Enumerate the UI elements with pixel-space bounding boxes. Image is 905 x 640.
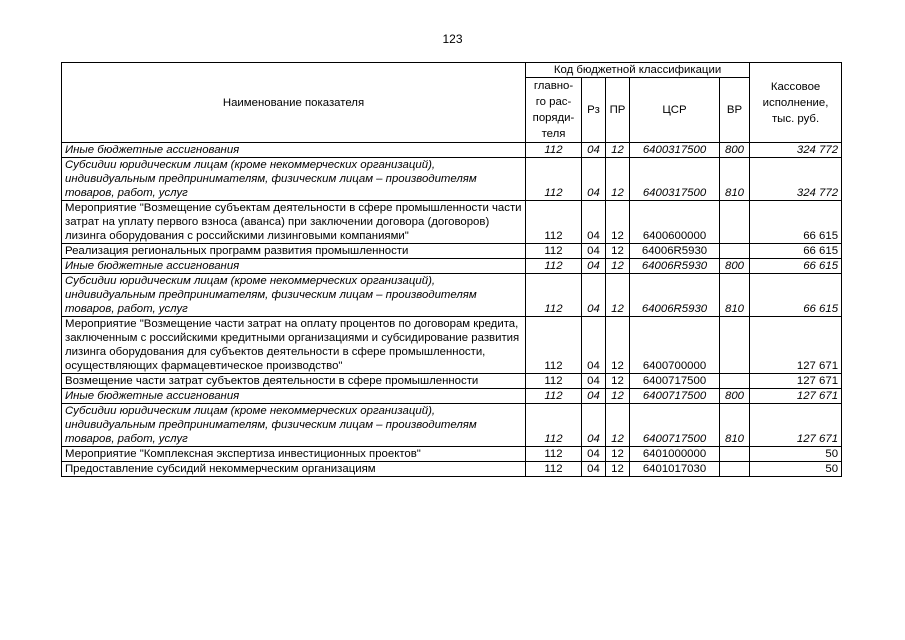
cell-rz: 04 xyxy=(582,158,606,201)
cell-glav: 112 xyxy=(526,404,582,447)
cell-csr: 6400717500 xyxy=(630,404,720,447)
header-glav-line: го рас- xyxy=(535,96,572,108)
cell-rz: 04 xyxy=(582,143,606,158)
cell-vr: 800 xyxy=(720,143,750,158)
cell-amount: 127 671 xyxy=(750,404,842,447)
header-amount-line: исполнение, xyxy=(762,96,829,109)
cell-pr: 12 xyxy=(606,201,630,244)
cell-amount: 324 772 xyxy=(750,143,842,158)
cell-amount: 50 xyxy=(750,462,842,477)
cell-amount: 66 615 xyxy=(750,244,842,259)
header-pr: ПР xyxy=(606,78,630,143)
table-row xyxy=(62,389,842,404)
cell-rz: 04 xyxy=(582,389,606,404)
header-amount-line: Кассовое xyxy=(770,80,821,93)
cell-vr xyxy=(720,462,750,477)
table-row xyxy=(62,201,842,244)
cell-vr xyxy=(720,374,750,389)
page-number: 123 xyxy=(442,32,463,46)
cell-name: Мероприятие "Возмещение субъектам деятельности в сфере промышленности части затрат на уплату первого взноса (аванса) при заключении договора (договоров) лизинга оборудования с российскими лизинговыми компаниями" xyxy=(62,201,526,244)
cell-rz: 04 xyxy=(582,404,606,447)
cell-name: Реализация региональных программ развития промышленности xyxy=(62,244,526,259)
header-rz: Рз xyxy=(582,78,606,143)
cell-csr: 6400317500 xyxy=(630,158,720,201)
cell-name: Мероприятие "Комплексная экспертиза инвестиционных проектов" xyxy=(62,447,526,462)
cell-vr xyxy=(720,244,750,259)
cell-amount: 66 615 xyxy=(750,259,842,274)
cell-vr xyxy=(720,317,750,374)
cell-csr: 6400317500 xyxy=(630,143,720,158)
table-row xyxy=(62,317,842,374)
header-csr: ЦСР xyxy=(630,78,720,143)
cell-name: Субсидии юридическим лицам (кроме некоммерческих организаций), индивидуальным предпринимателям, физическим лицам – производителям товаров, работ, услуг xyxy=(62,274,526,317)
cell-glav: 112 xyxy=(526,274,582,317)
table-row xyxy=(62,374,842,389)
header-amount xyxy=(750,63,842,143)
cell-vr: 810 xyxy=(720,274,750,317)
cell-rz: 04 xyxy=(582,317,606,374)
cell-csr: 6400717500 xyxy=(630,374,720,389)
cell-glav: 112 xyxy=(526,447,582,462)
cell-pr: 12 xyxy=(606,259,630,274)
cell-glav: 112 xyxy=(526,374,582,389)
cell-csr: 6400600000 xyxy=(630,201,720,244)
cell-pr: 12 xyxy=(606,158,630,201)
cell-name: Субсидии юридическим лицам (кроме некоммерческих организаций), индивидуальным предпринимателям, физическим лицам – производителям товаров, работ, услуг xyxy=(62,404,526,447)
header-classification-code: Код бюджетной классификации xyxy=(526,63,750,78)
cell-amount: 127 671 xyxy=(750,317,842,374)
cell-name: Мероприятие "Возмещение части затрат на оплату процентов по договорам кредита, заключенным с российскими кредитными организациями и субсидирование развития лизинга оборудования для субъектов деятельности в сфере промышленности, осуществляющих фармацевтическое производство" xyxy=(62,317,526,374)
cell-vr xyxy=(720,201,750,244)
cell-csr: 64006R5930 xyxy=(630,274,720,317)
cell-glav: 112 xyxy=(526,143,582,158)
header-vr: ВР xyxy=(720,78,750,143)
cell-amount: 127 671 xyxy=(750,389,842,404)
cell-csr: 6400717500 xyxy=(630,389,720,404)
table-body xyxy=(62,143,842,477)
table-row xyxy=(62,244,842,259)
cell-vr xyxy=(720,447,750,462)
cell-rz: 04 xyxy=(582,201,606,244)
cell-pr: 12 xyxy=(606,462,630,477)
cell-csr: 64006R5930 xyxy=(630,244,720,259)
header-glav-line: теля xyxy=(541,128,566,140)
header-amount-line: тыс. руб. xyxy=(771,112,820,125)
cell-csr: 64006R5930 xyxy=(630,259,720,274)
table-row xyxy=(62,274,842,317)
table-row xyxy=(62,259,842,274)
cell-amount: 127 671 xyxy=(750,374,842,389)
cell-glav: 112 xyxy=(526,259,582,274)
cell-rz: 04 xyxy=(582,274,606,317)
header-name: Наименование показателя xyxy=(62,63,526,143)
cell-glav: 112 xyxy=(526,462,582,477)
cell-glav: 112 xyxy=(526,389,582,404)
cell-csr: 6401000000 xyxy=(630,447,720,462)
table-row xyxy=(62,158,842,201)
cell-name: Иные бюджетные ассигнования xyxy=(62,259,526,274)
table-row xyxy=(62,447,842,462)
cell-glav: 112 xyxy=(526,201,582,244)
cell-name: Субсидии юридическим лицам (кроме некоммерческих организаций), индивидуальным предпринимателям, физическим лицам – производителям товаров, работ, услуг xyxy=(62,158,526,201)
cell-pr: 12 xyxy=(606,317,630,374)
cell-pr: 12 xyxy=(606,447,630,462)
cell-vr: 810 xyxy=(720,158,750,201)
cell-glav: 112 xyxy=(526,317,582,374)
cell-pr: 12 xyxy=(606,244,630,259)
cell-name: Иные бюджетные ассигнования xyxy=(62,389,526,404)
header-glav-line: главно- xyxy=(533,80,574,92)
cell-name: Предоставление субсидий некоммерческим организациям xyxy=(62,462,526,477)
header-glav-line: поряди- xyxy=(532,112,575,124)
cell-amount: 324 772 xyxy=(750,158,842,201)
cell-rz: 04 xyxy=(582,259,606,274)
cell-pr: 12 xyxy=(606,374,630,389)
cell-amount: 50 xyxy=(750,447,842,462)
cell-pr: 12 xyxy=(606,274,630,317)
cell-glav: 112 xyxy=(526,158,582,201)
cell-rz: 04 xyxy=(582,244,606,259)
cell-vr: 810 xyxy=(720,404,750,447)
cell-vr: 800 xyxy=(720,389,750,404)
budget-table xyxy=(61,62,842,477)
cell-glav: 112 xyxy=(526,244,582,259)
cell-vr: 800 xyxy=(720,259,750,274)
table-row xyxy=(62,143,842,158)
cell-pr: 12 xyxy=(606,404,630,447)
cell-rz: 04 xyxy=(582,374,606,389)
header-glav xyxy=(526,78,582,143)
cell-csr: 6401017030 xyxy=(630,462,720,477)
cell-name: Возмещение части затрат субъектов деятельности в сфере промышленности xyxy=(62,374,526,389)
cell-amount: 66 615 xyxy=(750,274,842,317)
cell-rz: 04 xyxy=(582,462,606,477)
cell-csr: 6400700000 xyxy=(630,317,720,374)
cell-pr: 12 xyxy=(606,143,630,158)
cell-amount: 66 615 xyxy=(750,201,842,244)
cell-rz: 04 xyxy=(582,447,606,462)
table-row xyxy=(62,462,842,477)
table-row xyxy=(62,404,842,447)
cell-pr: 12 xyxy=(606,389,630,404)
cell-name: Иные бюджетные ассигнования xyxy=(62,143,526,158)
